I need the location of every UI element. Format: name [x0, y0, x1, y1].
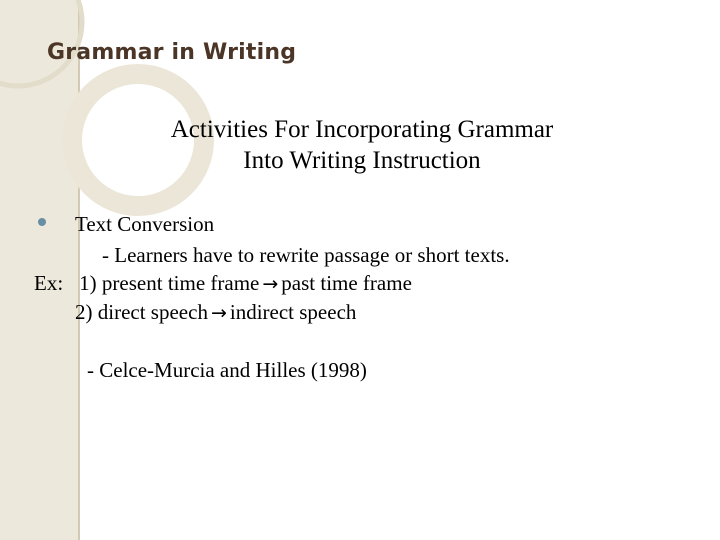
example-1-number: 1) — [79, 271, 97, 295]
heading-line-1: Activities For Incorporating Grammar — [170, 116, 554, 143]
example-2-to: indirect speech — [229, 300, 357, 324]
example-1-from: present time frame — [101, 271, 260, 295]
arrow-right-icon: → — [210, 302, 227, 324]
example-2-from: direct speech — [97, 300, 208, 324]
slide-heading — [84, 114, 640, 176]
arrow-right-icon: → — [262, 273, 279, 295]
slide-title: Grammar in Writing — [47, 40, 297, 65]
example-1-to: past time frame — [281, 271, 412, 295]
bullet-icon — [38, 218, 46, 226]
example-2-number: 2) — [75, 300, 93, 324]
item-description: - Learners have to rewrite passage or short texts. — [102, 243, 510, 267]
citation: - Celce-Murcia and Hilles (1998) — [87, 358, 367, 382]
example-line-1 — [34, 271, 412, 296]
example-prefix: Ex: — [34, 271, 64, 295]
heading-line-2: Into Writing Instruction — [243, 147, 481, 174]
example-line-2 — [75, 300, 356, 325]
item-label: Text Conversion — [75, 212, 215, 236]
